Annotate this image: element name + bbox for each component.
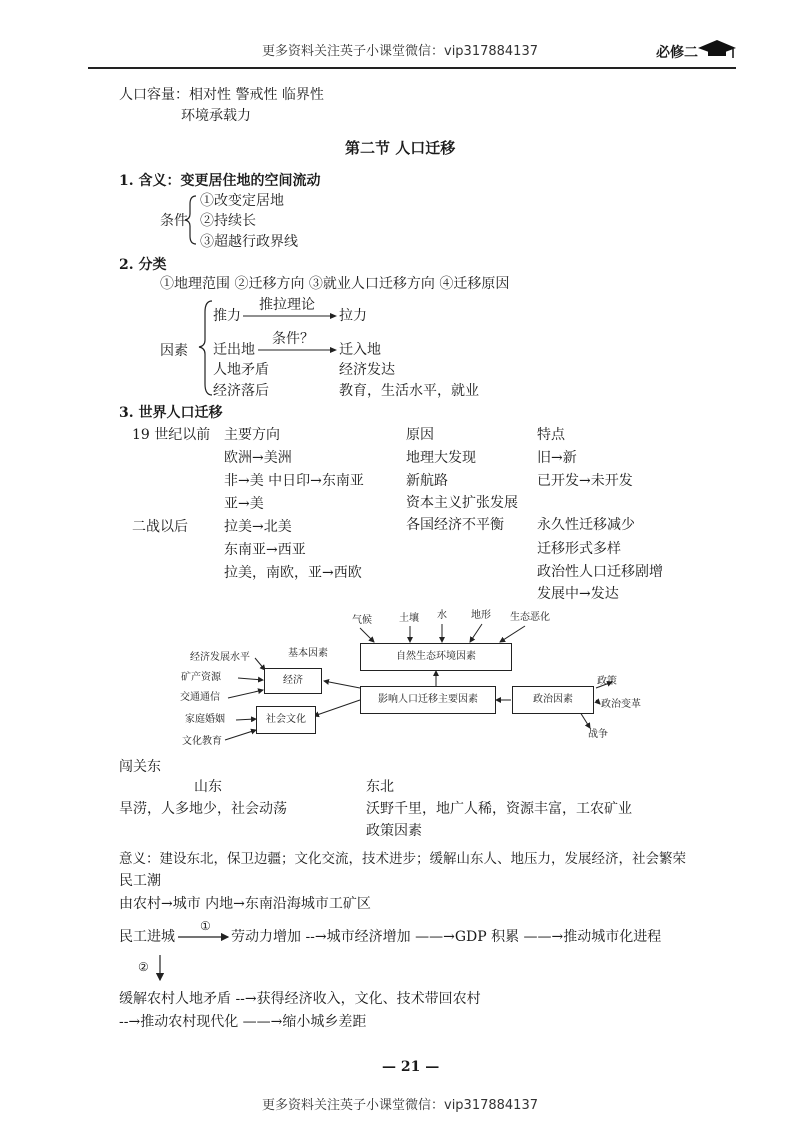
chuang-policy: 政策因素 [366,823,422,839]
nature-item-water: 水 [437,610,447,621]
page-number: — 21 — [382,1059,440,1075]
s3-r7-feature: 发展中→发达 [537,586,619,602]
s3-after-ww2: 二战以后 [132,519,188,535]
s2-pushpull-theory: 推拉理论 [259,297,315,313]
chuang-from: 山东 [194,779,222,795]
s3-r5-dir: 东南亚→西亚 [224,542,306,558]
chuang-from-desc: 旱涝，人多地少，社会动荡 [119,801,287,817]
s2-push: 推力 [213,308,241,324]
s3-r2-feature: 已开发→未开发 [537,473,633,489]
s3-r3-reason: 资本主义扩张发展 [406,495,518,511]
footer-watermark: 更多资料关注英子小课堂微信：vip317884137 [262,1098,538,1113]
s1-condition-2: ②持续长 [200,213,256,229]
s2-heading: 2. 分类 [119,257,167,273]
s3-reason: 原因 [406,427,434,443]
s3-r5-feature: 迁移形式多样 [537,541,621,557]
migrant-line3: --→推动农村现代化 ——→缩小城乡差距 [119,1014,367,1030]
s1-condition-3: ③超越行政界线 [200,234,298,250]
s3-r2-reason: 新航路 [406,473,448,489]
chuang-to-desc: 沃野千里，地广人稀，资源丰富，工农矿业 [366,801,632,817]
s2-dest-1: 经济发达 [339,362,395,378]
econ-item-level: 经济发展水平 [190,652,250,663]
s2-dest: 迁入地 [339,342,381,358]
social-item-education: 文化教育 [182,736,222,747]
migrant-route: 由农村→城市 内地→东南沿海城市工矿区 [119,896,371,912]
s3-feature: 特点 [537,427,565,443]
main-factor-box: 影响人口迁移主要因素 [360,686,496,714]
s2-factor-label: 因素 [160,343,188,359]
s2-condition-q: 条件？ [272,331,314,347]
basic-factor-label: 基本因素 [288,648,328,659]
s2-dest-2: 教育，生活水平，就业 [339,383,479,399]
nature-box: 自然生态环境因素 [360,643,512,671]
s2-origin-1: 人地矛盾 [213,362,269,378]
migrant-chain-rest: 劳动力增加 --→城市经济增加 ——→GDP 积累 ——→推动城市化进程 [231,929,662,945]
header-watermark: 更多资料关注英子小课堂微信：vip317884137 [262,44,538,59]
s3-heading: 3. 世界人口迁移 [119,405,223,421]
s3-r4-feature: 永久性迁移减少 [537,517,635,533]
nature-item-soil: 土壤 [399,613,419,624]
chuang-meaning: 意义：建设东北，保卫边疆；文化交流，技术进步；缓解山东人、地压力，发展经济，社会繁荣 [119,851,686,867]
nature-item-eco: 生态恶化 [510,612,550,623]
migrant-circle2: ② [138,960,149,974]
s3-before19: 19 世纪以前 [132,427,211,443]
capacity-line1: 人口容量：相对性 警戒性 临界性 [119,87,324,103]
econ-item-transport: 交通通信 [180,692,220,703]
nature-item-terrain: 地形 [471,610,491,621]
capacity-line2: 环境承载力 [181,108,251,124]
s3-r3-dir: 亚→美 [224,496,264,512]
s3-r2-dir: 非→美 中日印→东南亚 [224,473,364,489]
migrant-chain-start: 民工进城 [119,929,175,945]
migrant-line2: 缓解农村人地矛盾 --→获得经济收入，文化、技术带回农村 [119,991,481,1007]
s2-origin: 迁出地 [213,342,255,358]
s3-r1-dir: 欧洲→美洲 [224,450,292,466]
politics-item-war: 战争 [588,729,608,740]
tab-label: 必修二 [656,45,698,61]
politics-item-policy: 政策 [597,676,617,687]
s3-r4-reason: 各国经济不平衡 [406,517,504,533]
migrant-heading: 民工潮 [119,873,161,889]
s2-origin-2: 经济落后 [213,383,269,399]
migrant-circle1: ① [200,919,211,933]
politics-box: 政治因素 [512,686,594,714]
s3-r1-reason: 地理大发现 [406,450,476,466]
s3-r1-feature: 旧→新 [537,450,577,466]
econ-item-minerals: 矿产资源 [181,672,221,683]
s3-r6-dir: 拉美，南欧，亚→西欧 [224,565,362,581]
economy-box: 经济 [264,668,322,694]
s3-r6-feature: 政治性人口迁移剧增 [537,564,663,580]
section-title: 第二节 人口迁移 [345,139,456,157]
s2-pull: 拉力 [339,308,367,324]
s3-main-dir: 主要方向 [224,427,280,443]
s1-condition-1: ①改变定居地 [200,193,284,209]
s1-condition-label: 条件 [160,213,188,229]
politics-item-reform: 政治变革 [601,699,641,710]
nature-item-climate: 气候 [352,615,372,626]
social-item-family: 家庭婚姻 [185,714,225,725]
s3-r4-dir: 拉美→北美 [224,519,292,535]
s2-types: ①地理范围 ②迁移方向 ③就业人口迁移方向 ④迁移原因 [160,276,510,292]
social-culture-box: 社会文化 [256,706,316,734]
chuang-to: 东北 [366,779,394,795]
chuang-heading: 闯关东 [119,759,161,775]
s1-heading: 1. 含义：变更居住地的空间流动 [119,173,321,189]
